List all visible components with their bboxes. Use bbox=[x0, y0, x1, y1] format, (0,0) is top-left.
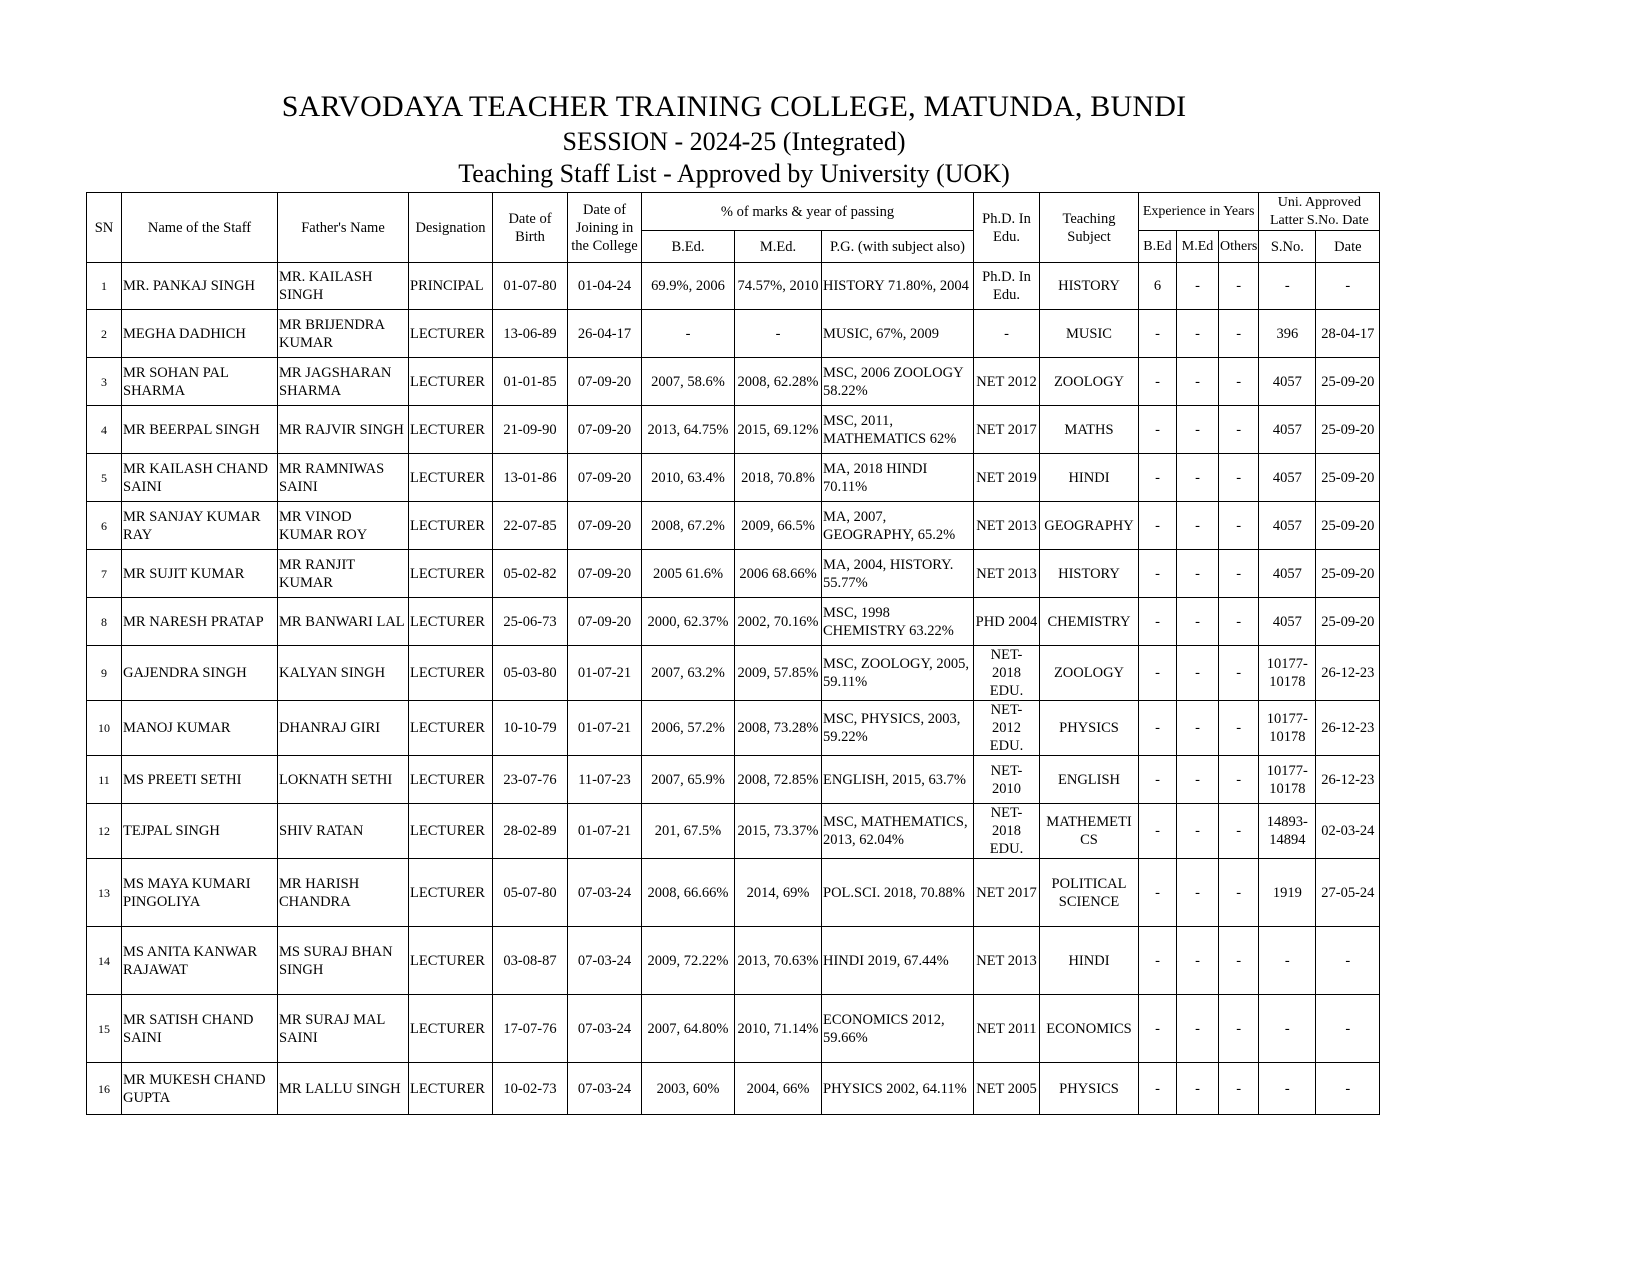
table-row bbox=[87, 646, 1380, 701]
table-row bbox=[87, 263, 1380, 310]
cell-father: MR BRIJENDRA KUMAR bbox=[278, 310, 409, 358]
cell-uni-sno: - bbox=[1259, 927, 1316, 995]
cell-uni-sno: 4057 bbox=[1259, 454, 1316, 502]
cell-phd: NET 2017 bbox=[974, 406, 1040, 454]
cell-sn: 4 bbox=[87, 406, 122, 454]
header-father: Father's Name bbox=[278, 193, 409, 263]
cell-exp-bed: - bbox=[1139, 1063, 1177, 1115]
cell-father: MR. KAILASH SINGH bbox=[278, 263, 409, 310]
cell-doj: 07-03-24 bbox=[568, 927, 642, 995]
table-row bbox=[87, 995, 1380, 1063]
cell-sn: 15 bbox=[87, 995, 122, 1063]
table-row bbox=[87, 454, 1380, 502]
cell-doj: 07-09-20 bbox=[568, 358, 642, 406]
cell-subject: MATHEMETI CS bbox=[1040, 804, 1139, 859]
cell-uni-sno: 4057 bbox=[1259, 502, 1316, 550]
cell-pg: POL.SCI. 2018, 70.88% bbox=[822, 859, 974, 927]
cell-name: MR SANJAY KUMAR RAY bbox=[122, 502, 278, 550]
cell-exp-med: - bbox=[1177, 859, 1219, 927]
header-exp-others: Others bbox=[1219, 231, 1259, 263]
cell-exp-med: - bbox=[1177, 263, 1219, 310]
cell-dob: 01-01-85 bbox=[493, 358, 568, 406]
cell-med: 2010, 71.14% bbox=[735, 995, 822, 1063]
cell-med: 2014, 69% bbox=[735, 859, 822, 927]
cell-name: MS PREETI SETHI bbox=[122, 756, 278, 804]
cell-dob: 22-07-85 bbox=[493, 502, 568, 550]
cell-designation: LECTURER bbox=[409, 995, 493, 1063]
cell-exp-med: - bbox=[1177, 804, 1219, 859]
cell-exp-med: - bbox=[1177, 502, 1219, 550]
cell-uni-date: 28-04-17 bbox=[1316, 310, 1380, 358]
cell-designation: LECTURER bbox=[409, 859, 493, 927]
cell-exp-others: - bbox=[1219, 995, 1259, 1063]
cell-med: 2006 68.66% bbox=[735, 550, 822, 598]
cell-med: 2013, 70.63% bbox=[735, 927, 822, 995]
cell-exp-others: - bbox=[1219, 646, 1259, 701]
cell-med: 74.57%, 2010 bbox=[735, 263, 822, 310]
cell-uni-sno: 10177- 10178 bbox=[1259, 646, 1316, 701]
cell-pg: MA, 2004, HISTORY. 55.77% bbox=[822, 550, 974, 598]
cell-uni-sno: - bbox=[1259, 1063, 1316, 1115]
cell-exp-bed: - bbox=[1139, 310, 1177, 358]
cell-phd: NET- 2010 bbox=[974, 756, 1040, 804]
header-exp-med: M.Ed bbox=[1177, 231, 1219, 263]
cell-exp-med: - bbox=[1177, 995, 1219, 1063]
cell-med: 2008, 73.28% bbox=[735, 701, 822, 756]
cell-sn: 13 bbox=[87, 859, 122, 927]
cell-phd: NET- 2018 EDU. bbox=[974, 646, 1040, 701]
cell-uni-date: 26-12-23 bbox=[1316, 646, 1380, 701]
cell-doj: 07-09-20 bbox=[568, 406, 642, 454]
cell-pg: MUSIC, 67%, 2009 bbox=[822, 310, 974, 358]
cell-uni-sno: - bbox=[1259, 263, 1316, 310]
cell-designation: LECTURER bbox=[409, 310, 493, 358]
cell-exp-others: - bbox=[1219, 454, 1259, 502]
cell-uni-sno: 4057 bbox=[1259, 406, 1316, 454]
cell-dob: 10-02-73 bbox=[493, 1063, 568, 1115]
header-exp-bed: B.Ed bbox=[1139, 231, 1177, 263]
cell-phd: NET 2013 bbox=[974, 927, 1040, 995]
cell-doj: 01-04-24 bbox=[568, 263, 642, 310]
header-name: Name of the Staff bbox=[122, 193, 278, 263]
cell-exp-bed: - bbox=[1139, 502, 1177, 550]
cell-uni-date: 25-09-20 bbox=[1316, 406, 1380, 454]
cell-med: 2018, 70.8% bbox=[735, 454, 822, 502]
cell-pg: MA, 2007, GEOGRAPHY, 65.2% bbox=[822, 502, 974, 550]
cell-name: MR KAILASH CHAND SAINI bbox=[122, 454, 278, 502]
cell-exp-med: - bbox=[1177, 927, 1219, 995]
cell-doj: 11-07-23 bbox=[568, 756, 642, 804]
cell-sn: 1 bbox=[87, 263, 122, 310]
cell-doj: 07-09-20 bbox=[568, 454, 642, 502]
cell-subject: POLITICAL SCIENCE bbox=[1040, 859, 1139, 927]
cell-name: MR. PANKAJ SINGH bbox=[122, 263, 278, 310]
header-pg: P.G. (with subject also) bbox=[822, 231, 974, 263]
header-designation: Designation bbox=[409, 193, 493, 263]
table-row bbox=[87, 927, 1380, 995]
cell-med: 2009, 66.5% bbox=[735, 502, 822, 550]
header-uni-approved-group: Uni. Approved Latter S.No. Date bbox=[1259, 193, 1380, 231]
cell-name: GAJENDRA SINGH bbox=[122, 646, 278, 701]
cell-pg: MSC, MATHEMATICS, 2013, 62.04% bbox=[822, 804, 974, 859]
cell-exp-others: - bbox=[1219, 550, 1259, 598]
cell-bed: 2007, 64.80% bbox=[642, 995, 735, 1063]
cell-phd: NET 2012 bbox=[974, 358, 1040, 406]
cell-doj: 07-03-24 bbox=[568, 1063, 642, 1115]
cell-exp-bed: - bbox=[1139, 550, 1177, 598]
staff-table bbox=[86, 192, 1380, 1115]
cell-dob: 21-09-90 bbox=[493, 406, 568, 454]
cell-name: MS MAYA KUMARI PINGOLIYA bbox=[122, 859, 278, 927]
cell-bed: 2010, 63.4% bbox=[642, 454, 735, 502]
cell-subject: ECONOMICS bbox=[1040, 995, 1139, 1063]
cell-exp-med: - bbox=[1177, 756, 1219, 804]
cell-phd: NET- 2018 EDU. bbox=[974, 804, 1040, 859]
cell-name: TEJPAL SINGH bbox=[122, 804, 278, 859]
cell-bed: 2005 61.6% bbox=[642, 550, 735, 598]
cell-uni-sno: - bbox=[1259, 995, 1316, 1063]
cell-subject: HISTORY bbox=[1040, 550, 1139, 598]
table-row bbox=[87, 701, 1380, 756]
cell-exp-others: - bbox=[1219, 756, 1259, 804]
cell-exp-others: - bbox=[1219, 358, 1259, 406]
cell-name: MANOJ KUMAR bbox=[122, 701, 278, 756]
cell-bed: 2007, 58.6% bbox=[642, 358, 735, 406]
cell-pg: ECONOMICS 2012, 59.66% bbox=[822, 995, 974, 1063]
cell-dob: 25-06-73 bbox=[493, 598, 568, 646]
cell-pg: MA, 2018 HINDI 70.11% bbox=[822, 454, 974, 502]
cell-subject: HINDI bbox=[1040, 927, 1139, 995]
cell-name: MR SOHAN PAL SHARMA bbox=[122, 358, 278, 406]
cell-uni-date: 26-12-23 bbox=[1316, 756, 1380, 804]
cell-designation: LECTURER bbox=[409, 701, 493, 756]
cell-exp-others: - bbox=[1219, 804, 1259, 859]
cell-father: MR RAJVIR SINGH bbox=[278, 406, 409, 454]
cell-uni-date: 02-03-24 bbox=[1316, 804, 1380, 859]
table-row bbox=[87, 598, 1380, 646]
cell-uni-date: 26-12-23 bbox=[1316, 701, 1380, 756]
cell-exp-bed: - bbox=[1139, 859, 1177, 927]
cell-med: 2008, 72.85% bbox=[735, 756, 822, 804]
cell-bed: 201, 67.5% bbox=[642, 804, 735, 859]
cell-uni-sno: 4057 bbox=[1259, 550, 1316, 598]
cell-name: MR SUJIT KUMAR bbox=[122, 550, 278, 598]
cell-exp-bed: - bbox=[1139, 927, 1177, 995]
cell-dob: 28-02-89 bbox=[493, 804, 568, 859]
cell-subject: ZOOLOGY bbox=[1040, 358, 1139, 406]
cell-sn: 9 bbox=[87, 646, 122, 701]
header-phd: Ph.D. In Edu. bbox=[974, 193, 1040, 263]
cell-subject: GEOGRAPHY bbox=[1040, 502, 1139, 550]
cell-med: 2015, 73.37% bbox=[735, 804, 822, 859]
cell-dob: 01-07-80 bbox=[493, 263, 568, 310]
table-row bbox=[87, 310, 1380, 358]
table-row bbox=[87, 358, 1380, 406]
cell-sn: 5 bbox=[87, 454, 122, 502]
cell-designation: LECTURER bbox=[409, 927, 493, 995]
cell-uni-date: - bbox=[1316, 927, 1380, 995]
cell-uni-date: 27-05-24 bbox=[1316, 859, 1380, 927]
cell-bed: 2003, 60% bbox=[642, 1063, 735, 1115]
cell-exp-med: - bbox=[1177, 454, 1219, 502]
cell-exp-bed: - bbox=[1139, 454, 1177, 502]
cell-phd: - bbox=[974, 310, 1040, 358]
header-med: M.Ed. bbox=[735, 231, 822, 263]
cell-doj: 07-03-24 bbox=[568, 859, 642, 927]
cell-subject: HISTORY bbox=[1040, 263, 1139, 310]
cell-father: DHANRAJ GIRI bbox=[278, 701, 409, 756]
cell-exp-others: - bbox=[1219, 502, 1259, 550]
cell-phd: NET 2019 bbox=[974, 454, 1040, 502]
table-row bbox=[87, 502, 1380, 550]
cell-pg: MSC, 2006 ZOOLOGY 58.22% bbox=[822, 358, 974, 406]
cell-phd: NET 2005 bbox=[974, 1063, 1040, 1115]
cell-designation: LECTURER bbox=[409, 502, 493, 550]
cell-dob: 17-07-76 bbox=[493, 995, 568, 1063]
cell-designation: LECTURER bbox=[409, 406, 493, 454]
cell-exp-bed: - bbox=[1139, 358, 1177, 406]
cell-sn: 2 bbox=[87, 310, 122, 358]
cell-designation: LECTURER bbox=[409, 804, 493, 859]
cell-dob: 05-07-80 bbox=[493, 859, 568, 927]
cell-father: LOKNATH SETHI bbox=[278, 756, 409, 804]
cell-exp-others: - bbox=[1219, 927, 1259, 995]
cell-uni-date: 25-09-20 bbox=[1316, 502, 1380, 550]
cell-doj: 01-07-21 bbox=[568, 646, 642, 701]
cell-designation: LECTURER bbox=[409, 598, 493, 646]
cell-bed: 2008, 67.2% bbox=[642, 502, 735, 550]
cell-subject: CHEMISTRY bbox=[1040, 598, 1139, 646]
cell-exp-med: - bbox=[1177, 406, 1219, 454]
cell-dob: 23-07-76 bbox=[493, 756, 568, 804]
cell-pg: HISTORY 71.80%, 2004 bbox=[822, 263, 974, 310]
cell-father: MR VINOD KUMAR ROY bbox=[278, 502, 409, 550]
document-header bbox=[0, 88, 1468, 190]
cell-exp-med: - bbox=[1177, 646, 1219, 701]
cell-med: - bbox=[735, 310, 822, 358]
cell-phd: PHD 2004 bbox=[974, 598, 1040, 646]
cell-subject: ZOOLOGY bbox=[1040, 646, 1139, 701]
header-experience-group: Experience in Years bbox=[1139, 193, 1259, 231]
table-row bbox=[87, 1063, 1380, 1115]
cell-sn: 6 bbox=[87, 502, 122, 550]
cell-bed: 2013, 64.75% bbox=[642, 406, 735, 454]
cell-pg: MSC, 1998 CHEMISTRY 63.22% bbox=[822, 598, 974, 646]
cell-father: MR RAMNIWAS SAINI bbox=[278, 454, 409, 502]
cell-designation: LECTURER bbox=[409, 756, 493, 804]
cell-exp-others: - bbox=[1219, 1063, 1259, 1115]
cell-doj: 01-07-21 bbox=[568, 701, 642, 756]
cell-designation: LECTURER bbox=[409, 1063, 493, 1115]
cell-uni-sno: 14893- 14894 bbox=[1259, 804, 1316, 859]
cell-pg: ENGLISH, 2015, 63.7% bbox=[822, 756, 974, 804]
header-bed: B.Ed. bbox=[642, 231, 735, 263]
header-doj: Date of Joining in the College bbox=[568, 193, 642, 263]
cell-father: MR JAGSHARAN SHARMA bbox=[278, 358, 409, 406]
cell-father: SHIV RATAN bbox=[278, 804, 409, 859]
cell-doj: 07-09-20 bbox=[568, 502, 642, 550]
list-subtitle: Teaching Staff List - Approved by University (UOK) bbox=[458, 159, 1010, 188]
cell-father: MR SURAJ MAL SAINI bbox=[278, 995, 409, 1063]
cell-exp-others: - bbox=[1219, 310, 1259, 358]
cell-sn: 16 bbox=[87, 1063, 122, 1115]
cell-pg: MSC, PHYSICS, 2003, 59.22% bbox=[822, 701, 974, 756]
cell-father: KALYAN SINGH bbox=[278, 646, 409, 701]
header-dob: Date of Birth bbox=[493, 193, 568, 263]
cell-med: 2004, 66% bbox=[735, 1063, 822, 1115]
header-sn: SN bbox=[87, 193, 122, 263]
cell-doj: 26-04-17 bbox=[568, 310, 642, 358]
cell-pg: PHYSICS 2002, 64.11% bbox=[822, 1063, 974, 1115]
cell-phd: NET 2011 bbox=[974, 995, 1040, 1063]
cell-doj: 01-07-21 bbox=[568, 804, 642, 859]
cell-sn: 12 bbox=[87, 804, 122, 859]
cell-bed: 2007, 63.2% bbox=[642, 646, 735, 701]
table-row bbox=[87, 406, 1380, 454]
cell-exp-bed: - bbox=[1139, 804, 1177, 859]
cell-father: MR RANJIT KUMAR bbox=[278, 550, 409, 598]
cell-exp-bed: - bbox=[1139, 598, 1177, 646]
cell-med: 2002, 70.16% bbox=[735, 598, 822, 646]
cell-sn: 3 bbox=[87, 358, 122, 406]
cell-pg: MSC, 2011, MATHEMATICS 62% bbox=[822, 406, 974, 454]
cell-exp-med: - bbox=[1177, 358, 1219, 406]
cell-exp-others: - bbox=[1219, 701, 1259, 756]
cell-dob: 13-06-89 bbox=[493, 310, 568, 358]
cell-phd: NET 2017 bbox=[974, 859, 1040, 927]
cell-father: MR BANWARI LAL bbox=[278, 598, 409, 646]
cell-uni-sno: 4057 bbox=[1259, 358, 1316, 406]
cell-father: MS SURAJ BHAN SINGH bbox=[278, 927, 409, 995]
cell-doj: 07-03-24 bbox=[568, 995, 642, 1063]
cell-sn: 7 bbox=[87, 550, 122, 598]
cell-subject: HINDI bbox=[1040, 454, 1139, 502]
cell-med: 2008, 62.28% bbox=[735, 358, 822, 406]
cell-uni-sno: 10177- 10178 bbox=[1259, 756, 1316, 804]
cell-bed: - bbox=[642, 310, 735, 358]
cell-exp-others: - bbox=[1219, 859, 1259, 927]
cell-phd: NET- 2012 EDU. bbox=[974, 701, 1040, 756]
cell-subject: MUSIC bbox=[1040, 310, 1139, 358]
header-subject: Teaching Subject bbox=[1040, 193, 1139, 263]
cell-dob: 05-03-80 bbox=[493, 646, 568, 701]
cell-med: 2009, 57.85% bbox=[735, 646, 822, 701]
cell-med: 2015, 69.12% bbox=[735, 406, 822, 454]
session-line: SESSION - 2024-25 (Integrated) bbox=[562, 127, 906, 156]
cell-uni-date: 25-09-20 bbox=[1316, 358, 1380, 406]
cell-uni-sno: 4057 bbox=[1259, 598, 1316, 646]
table-body bbox=[87, 263, 1380, 1115]
table-row bbox=[87, 804, 1380, 859]
header-marks-group: % of marks & year of passing bbox=[642, 193, 974, 231]
cell-uni-date: 25-09-20 bbox=[1316, 598, 1380, 646]
cell-uni-date: 25-09-20 bbox=[1316, 550, 1380, 598]
cell-phd: NET 2013 bbox=[974, 550, 1040, 598]
cell-exp-bed: - bbox=[1139, 646, 1177, 701]
cell-exp-bed: - bbox=[1139, 995, 1177, 1063]
cell-name: MS ANITA KANWAR RAJAWAT bbox=[122, 927, 278, 995]
cell-exp-others: - bbox=[1219, 263, 1259, 310]
table-row bbox=[87, 859, 1380, 927]
cell-bed: 2009, 72.22% bbox=[642, 927, 735, 995]
cell-designation: LECTURER bbox=[409, 358, 493, 406]
cell-uni-date: 25-09-20 bbox=[1316, 454, 1380, 502]
cell-name: MR BEERPAL SINGH bbox=[122, 406, 278, 454]
cell-exp-med: - bbox=[1177, 310, 1219, 358]
cell-exp-bed: 6 bbox=[1139, 263, 1177, 310]
cell-bed: 2007, 65.9% bbox=[642, 756, 735, 804]
cell-sn: 14 bbox=[87, 927, 122, 995]
header-uni-sno: S.No. bbox=[1259, 231, 1316, 263]
cell-doj: 07-09-20 bbox=[568, 550, 642, 598]
cell-bed: 2000, 62.37% bbox=[642, 598, 735, 646]
cell-name: MR MUKESH CHAND GUPTA bbox=[122, 1063, 278, 1115]
cell-sn: 11 bbox=[87, 756, 122, 804]
cell-uni-sno: 10177- 10178 bbox=[1259, 701, 1316, 756]
cell-uni-date: - bbox=[1316, 263, 1380, 310]
cell-exp-med: - bbox=[1177, 598, 1219, 646]
cell-exp-med: - bbox=[1177, 1063, 1219, 1115]
header-uni-date: Date bbox=[1316, 231, 1380, 263]
table-row bbox=[87, 550, 1380, 598]
cell-exp-bed: - bbox=[1139, 756, 1177, 804]
cell-designation: LECTURER bbox=[409, 646, 493, 701]
cell-exp-others: - bbox=[1219, 598, 1259, 646]
cell-subject: PHYSICS bbox=[1040, 1063, 1139, 1115]
cell-exp-bed: - bbox=[1139, 701, 1177, 756]
cell-sn: 10 bbox=[87, 701, 122, 756]
cell-exp-bed: - bbox=[1139, 406, 1177, 454]
cell-doj: 07-09-20 bbox=[568, 598, 642, 646]
cell-sn: 8 bbox=[87, 598, 122, 646]
cell-phd: Ph.D. In Edu. bbox=[974, 263, 1040, 310]
cell-uni-date: - bbox=[1316, 995, 1380, 1063]
cell-dob: 13-01-86 bbox=[493, 454, 568, 502]
cell-designation: PRINCIPAL bbox=[409, 263, 493, 310]
cell-exp-med: - bbox=[1177, 550, 1219, 598]
cell-uni-sno: 396 bbox=[1259, 310, 1316, 358]
cell-uni-sno: 1919 bbox=[1259, 859, 1316, 927]
cell-father: MR LALLU SINGH bbox=[278, 1063, 409, 1115]
cell-name: MR SATISH CHAND SAINI bbox=[122, 995, 278, 1063]
cell-bed: 2008, 66.66% bbox=[642, 859, 735, 927]
cell-exp-med: - bbox=[1177, 701, 1219, 756]
cell-bed: 2006, 57.2% bbox=[642, 701, 735, 756]
cell-name: MEGHA DADHICH bbox=[122, 310, 278, 358]
cell-phd: NET 2013 bbox=[974, 502, 1040, 550]
cell-name: MR NARESH PRATAP bbox=[122, 598, 278, 646]
cell-uni-date: - bbox=[1316, 1063, 1380, 1115]
cell-subject: PHYSICS bbox=[1040, 701, 1139, 756]
college-title: SARVODAYA TEACHER TRAINING COLLEGE, MATUNDA, BUNDI bbox=[281, 90, 1187, 123]
cell-designation: LECTURER bbox=[409, 550, 493, 598]
cell-subject: MATHS bbox=[1040, 406, 1139, 454]
table-row bbox=[87, 756, 1380, 804]
cell-dob: 05-02-82 bbox=[493, 550, 568, 598]
cell-pg: MSC, ZOOLOGY, 2005, 59.11% bbox=[822, 646, 974, 701]
cell-pg: HINDI 2019, 67.44% bbox=[822, 927, 974, 995]
cell-bed: 69.9%, 2006 bbox=[642, 263, 735, 310]
cell-subject: ENGLISH bbox=[1040, 756, 1139, 804]
cell-dob: 10-10-79 bbox=[493, 701, 568, 756]
cell-designation: LECTURER bbox=[409, 454, 493, 502]
cell-father: MR HARISH CHANDRA bbox=[278, 859, 409, 927]
cell-exp-others: - bbox=[1219, 406, 1259, 454]
table-header bbox=[87, 193, 1380, 263]
cell-dob: 03-08-87 bbox=[493, 927, 568, 995]
